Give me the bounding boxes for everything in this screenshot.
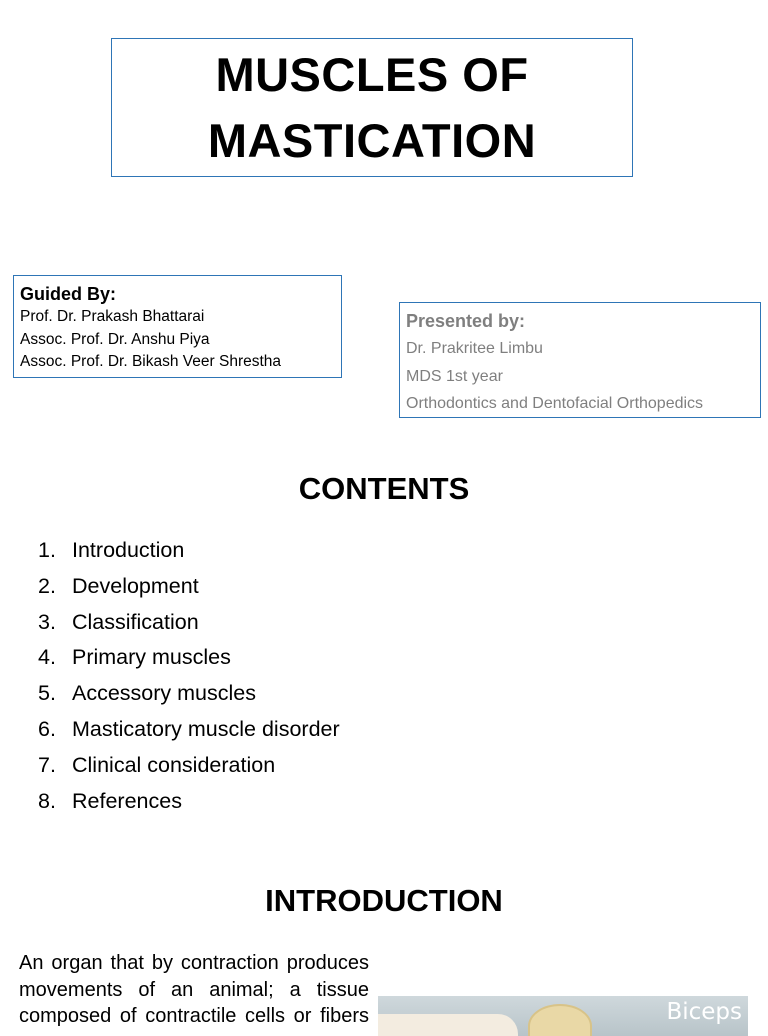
list-item xyxy=(38,712,340,748)
list-item xyxy=(38,676,340,712)
list-number: 3. xyxy=(38,609,56,634)
list-number: 4. xyxy=(38,645,56,670)
guide-name: Prof. Dr. Prakash Bhattarai xyxy=(20,308,205,325)
list-number: 2. xyxy=(38,573,56,598)
presenter-department: Orthodontics and Dentofacial Orthopedics xyxy=(406,395,704,412)
list-number: 1. xyxy=(38,538,56,562)
guide-name: Assoc. Prof. Dr. Anshu Piya xyxy=(20,330,210,348)
list-number: 5. xyxy=(38,681,56,706)
list-label: Classification xyxy=(72,609,199,634)
list-label: Accessory muscles xyxy=(72,681,256,706)
title-line-1: MUSCLES OF xyxy=(215,47,529,101)
list-item xyxy=(38,569,340,605)
list-item xyxy=(38,784,340,820)
list-label: Introduction xyxy=(72,538,185,562)
guide-name: Assoc. Prof. Dr. Bikash Veer Shrestha xyxy=(20,353,282,370)
presenter-name: Dr. Prakritee Limbu xyxy=(406,340,543,357)
presenter-year: MDS 1st year xyxy=(406,367,503,385)
introduction-heading: INTRODUCTION xyxy=(265,883,503,918)
list-item xyxy=(38,533,340,569)
list-number: 6. xyxy=(38,716,56,741)
contents-heading: CONTENTS xyxy=(298,471,470,506)
list-number: 8. xyxy=(38,788,56,813)
guided-by-heading: Guided By: xyxy=(20,284,117,304)
title-box xyxy=(111,38,633,177)
list-label: Primary muscles xyxy=(72,645,231,670)
list-item xyxy=(38,748,340,784)
list-item xyxy=(38,605,340,641)
list-number: 7. xyxy=(38,752,56,777)
list-label: Masticatory muscle disorder xyxy=(72,716,340,741)
figure-label: Biceps xyxy=(666,999,742,1025)
list-label: Clinical consideration xyxy=(72,752,276,777)
list-item xyxy=(38,640,340,676)
paragraph-line: An organ that by contraction produces xyxy=(19,952,369,974)
biceps-illustration xyxy=(378,996,748,1036)
bone-shape xyxy=(378,1014,518,1036)
list-label: References xyxy=(72,788,182,813)
title-line-2: MASTICATION xyxy=(207,113,537,167)
presented-by-box xyxy=(399,302,761,418)
guided-by-box xyxy=(13,275,342,378)
contents-list xyxy=(38,533,340,819)
presented-by-heading: Presented by: xyxy=(406,311,526,331)
paragraph-line: composed of contractile cells or fibers xyxy=(19,1005,369,1027)
paragraph-line: movements of an animal; a tissue xyxy=(19,978,369,1001)
muscle-shape xyxy=(528,1004,592,1036)
list-label: Development xyxy=(72,573,199,598)
introduction-paragraph xyxy=(19,950,369,1030)
